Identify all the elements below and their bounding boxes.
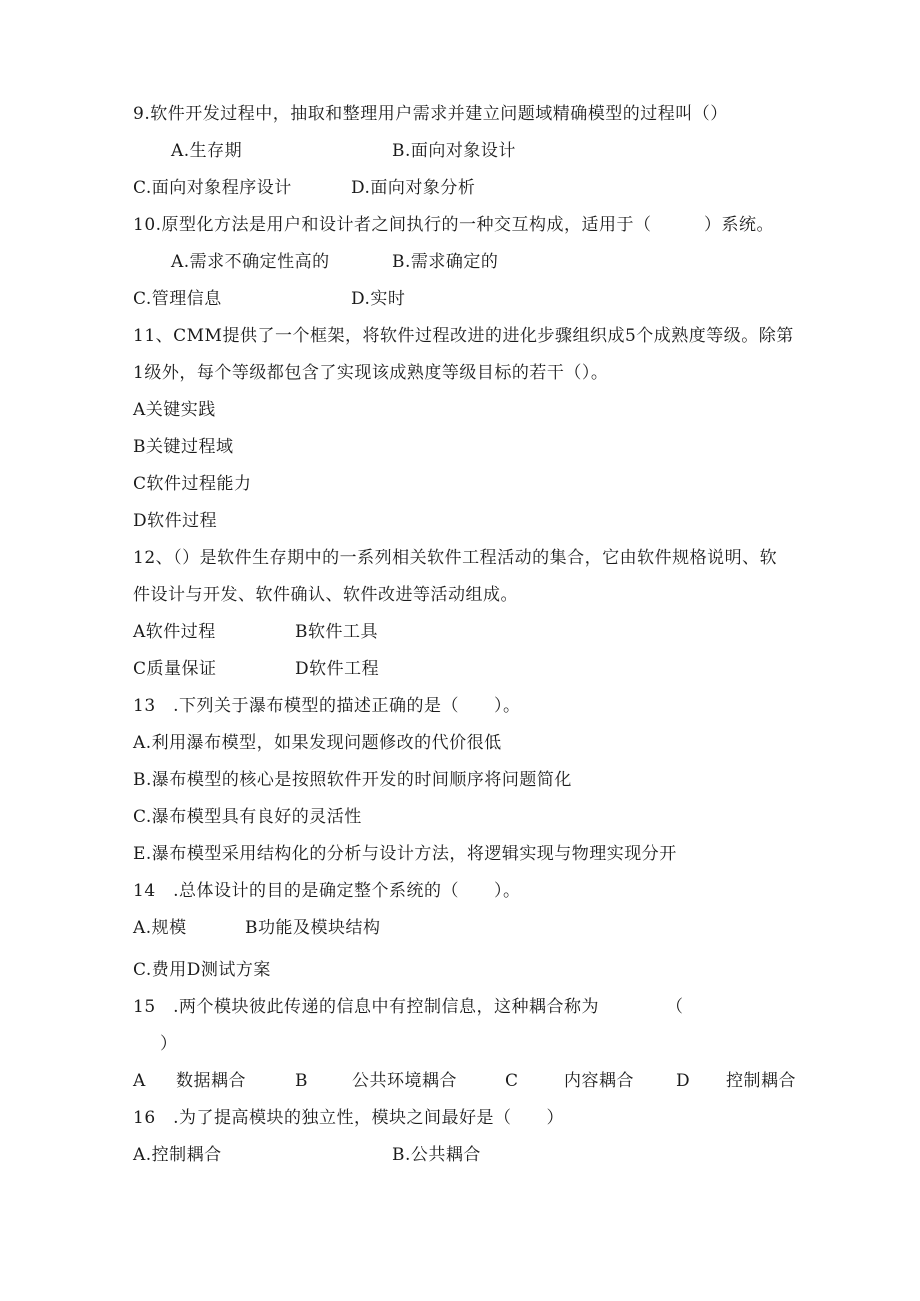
- q9-option-b: B.面向对象设计: [392, 141, 516, 161]
- q9-stem: 9.软件开发过程中，抽取和整理用户需求并建立问题域精确模型的过程叫（）: [133, 104, 728, 124]
- q13-option-c: C.瀑布模型具有良好的灵活性: [133, 807, 362, 827]
- q13-stem: 13 .下列关于瀑布模型的描述正确的是（ ）。: [133, 696, 521, 716]
- q13-option-a: A.利用瀑布模型，如果发现问题修改的代价很低: [133, 733, 502, 753]
- q14-option-cd: C.费用D测试方案: [133, 960, 271, 980]
- q11-stem-line-2: 1级外，每个等级都包含了实现该成熟度等级目标的若干（）。: [133, 363, 609, 383]
- q10-option-a: A.需求不确定性高的: [171, 252, 330, 272]
- q15-paren-open: （: [666, 997, 684, 1017]
- q11-option-d: D软件过程: [133, 511, 218, 531]
- q15-option-b-text: 公共环境耦合: [352, 1071, 457, 1091]
- q11-option-c: C软件过程能力: [133, 474, 252, 494]
- q9-option-c: C.面向对象程序设计: [133, 178, 292, 198]
- q12-option-c: C质量保证: [133, 659, 217, 679]
- q10-option-c: C.管理信息: [133, 289, 222, 309]
- q12-option-d: D软件工程: [295, 659, 380, 679]
- q15-stem-line-2: ）: [160, 1034, 178, 1054]
- q13-option-e: E.瀑布模型采用结构化的分析与设计方法，将逻辑实现与物理实现分开: [133, 844, 677, 864]
- q10-option-b: B.需求确定的: [392, 252, 499, 272]
- q15-option-c-text: 内容耦合: [564, 1071, 634, 1091]
- q12-stem-line-2: 件设计与开发、软件确认、软件改进等活动组成。: [133, 585, 518, 605]
- q10-option-d: D.实时: [351, 289, 406, 309]
- q9-option-d: D.面向对象分析: [351, 178, 476, 198]
- q14-option-a: A.规模: [133, 918, 187, 938]
- q10-stem: 10.原型化方法是用户和设计者之间执行的一种交互构成，适用于（ ）系统。: [133, 215, 775, 235]
- q9-option-a: A.生存期: [171, 141, 243, 161]
- q15-option-c-letter: C: [505, 1071, 519, 1091]
- q13-option-b: B.瀑布模型的核心是按照软件开发的时间顺序将问题简化: [133, 770, 572, 790]
- q14-stem: 14 .总体设计的目的是确定整个系统的（ ）。: [133, 881, 521, 901]
- q14-option-b: B功能及模块结构: [245, 918, 381, 938]
- q11-option-b: B关键过程域: [133, 437, 234, 457]
- q15-option-d-text: 控制耦合: [726, 1071, 796, 1091]
- q12-stem-line-1: 12、（）是软件生存期中的一系列相关软件工程活动的集合，它由软件规格说明、软: [133, 548, 778, 568]
- q15-option-a-letter: A: [133, 1071, 146, 1091]
- q16-option-a: A.控制耦合: [133, 1145, 222, 1165]
- q12-option-b: B软件工具: [295, 622, 378, 642]
- q16-stem: 16 .为了提高模块的独立性，模块之间最好是（ ）: [133, 1108, 565, 1128]
- q15-option-b-letter: B: [295, 1071, 308, 1091]
- q12-option-a: A软件过程: [133, 622, 216, 642]
- q11-stem-line-1: 11、CMM提供了一个框架，将软件过程改进的进化步骤组织成5个成熟度等级。除第: [133, 326, 794, 346]
- q15-stem-line-1: 15 .两个模块彼此传递的信息中有控制信息，这种耦合称为: [133, 997, 600, 1017]
- q15-option-a-text: 数据耦合: [176, 1071, 246, 1091]
- q16-option-b: B.公共耦合: [392, 1145, 481, 1165]
- q15-option-d-letter: D: [676, 1071, 691, 1091]
- q11-option-a: A关键实践: [133, 400, 216, 420]
